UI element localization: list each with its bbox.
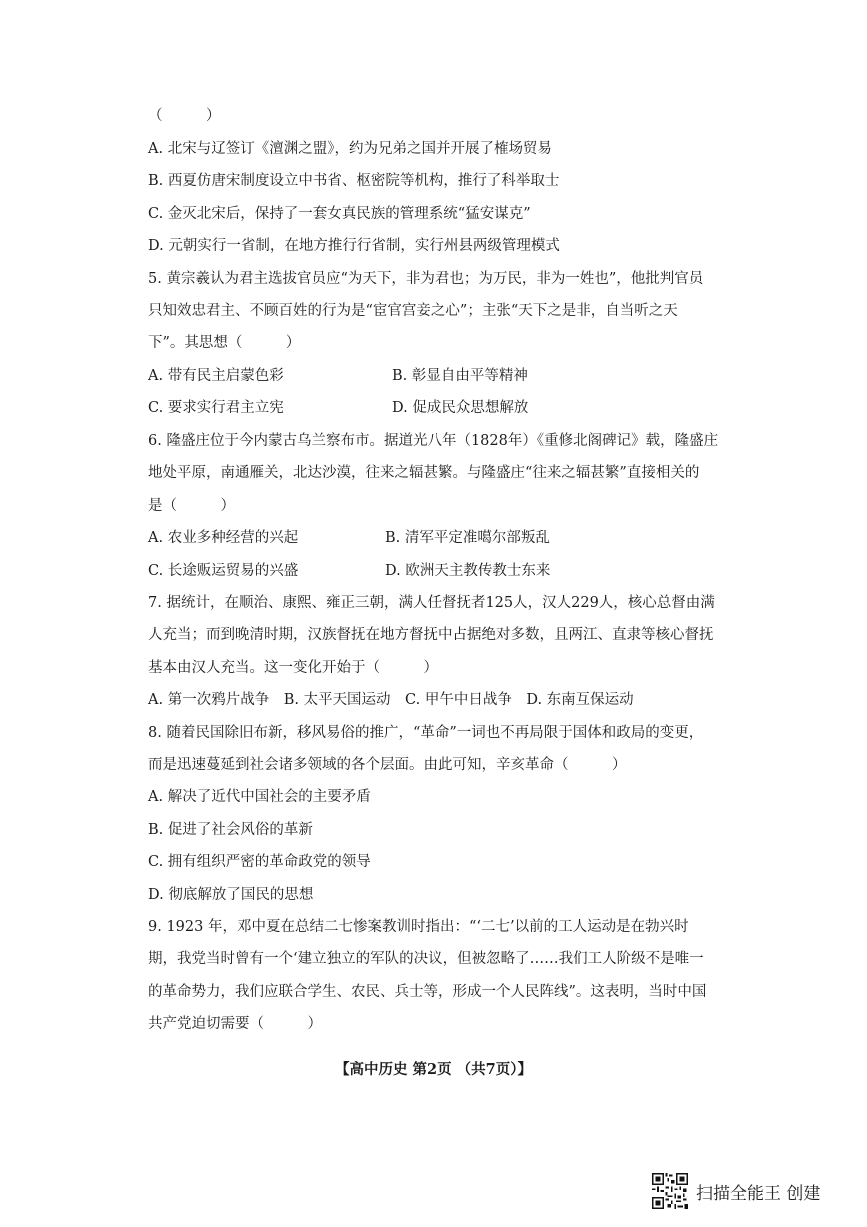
q5-option-c: C. 要求实行君主立宪 [148, 400, 284, 416]
q5-option-b: B. 彰显自由平等精神 [392, 368, 528, 384]
q8-stem-line2: 而是迅速蔓延到社会诸多领域的各个层面。由此可知，辛亥革命（ ） [148, 757, 627, 773]
scanner-watermark [652, 1172, 820, 1210]
q5-option-d: D. 促成民众思想解放 [392, 400, 529, 416]
q8-option-d: D. 彻底解放了国民的思想 [148, 887, 314, 903]
q6-option-a: A. 农业多种经营的兴起 [148, 530, 299, 546]
q4-blank: （ ） [148, 108, 221, 124]
q9-stem-line1: 9. 1923 年，邓中夏在总结二七惨案教训时指出：“‘二七’以前的工人运动是在勃兴时 [148, 919, 689, 935]
page-footer: 【高中历史 第2页 （共7页）】 [334, 1061, 533, 1078]
q9-stem-line3: 的革命势力，我们应联合学生、农民、兵士等，形成一个人民阵线”。这表明，当时中国 [148, 984, 707, 1000]
q4-option-d: D. 元朝实行一省制，在地方推行行省制，实行州县两级管理模式 [148, 238, 560, 254]
q7-stem-line1: 7. 据统计，在顺治、康熙、雍正三朝，满人任督抚者125人，汉人229人，核心总督由满 [148, 595, 715, 611]
q9-stem-line4: 共产党迫切需要（ ） [148, 1016, 322, 1032]
q8-option-b: B. 促进了社会风俗的革新 [148, 822, 313, 838]
watermark-text: 扫描全能王 创建 [696, 1183, 821, 1204]
q7-options: A. 第一次鸦片战争 B. 太平天国运动 C. 甲午中日战争 D. 东南互保运动 [148, 692, 634, 708]
q5-stem-line2: 只知效忠君主、不顾百姓的行为是“宦官宫妾之心”；主张“天下之是非，自当听之天 [148, 303, 678, 319]
q8-option-a: A. 解决了近代中国社会的主要矛盾 [148, 789, 371, 805]
q4-option-a: A. 北宋与辽签订《澶渊之盟》，约为兄弟之国并开展了榷场贸易 [148, 141, 552, 157]
q5-option-a: A. 带有民主启蒙色彩 [148, 368, 284, 384]
q6-option-b: B. 清军平定准噶尔部叛乱 [385, 530, 550, 546]
q5-stem-line3: 下”。其思想（ ） [148, 335, 301, 351]
q7-stem-line3: 基本由汉人充当。这一变化开始于（ ） [148, 660, 438, 676]
qr-code-icon [652, 1173, 688, 1209]
q4-option-b: B. 西夏仿唐宋制度设立中书省、枢密院等机构，推行了科举取士 [148, 173, 560, 189]
q6-option-c: C. 长途贩运贸易的兴盛 [148, 563, 299, 579]
q7-stem-line2: 人充当；而到晚清时期，汉族督抚在地方督抚中占据绝对多数，且两江、直隶等核心督抚 [148, 627, 714, 643]
q8-option-c: C. 拥有组织严密的革命政党的领导 [148, 854, 371, 870]
q6-stem-line1: 6. 隆盛庄位于今内蒙古乌兰察布市。据道光八年（1828年）《重修北阁碑记》载，隆盛庄 [148, 433, 719, 449]
q6-stem-line2: 地处平原，南通雁关，北达沙漠，往来之辐甚繁。与隆盛庄“往来之辐甚繁”直接相关的 [148, 465, 700, 481]
q6-stem-line3: 是（ ） [148, 498, 235, 514]
q8-stem-line1: 8. 随着民国除旧布新，移风易俗的推广，“革命”一词也不再局限于国体和政局的变更， [148, 725, 704, 741]
q6-option-d: D. 欧洲天主教传教士东来 [385, 563, 551, 579]
q5-stem-line1: 5. 黄宗羲认为君主选拔官员应“为天下，非为君也；为万民，非为一姓也”，他批判官员 [148, 271, 704, 287]
q9-stem-line2: 期，我党当时曾有一个‘建立独立的军队的决议，但被忽略了……我们工人阶级不是唯一 [148, 951, 704, 967]
q4-option-c: C. 金灭北宋后，保持了一套女真民族的管理系统“猛安谋克” [148, 206, 531, 222]
